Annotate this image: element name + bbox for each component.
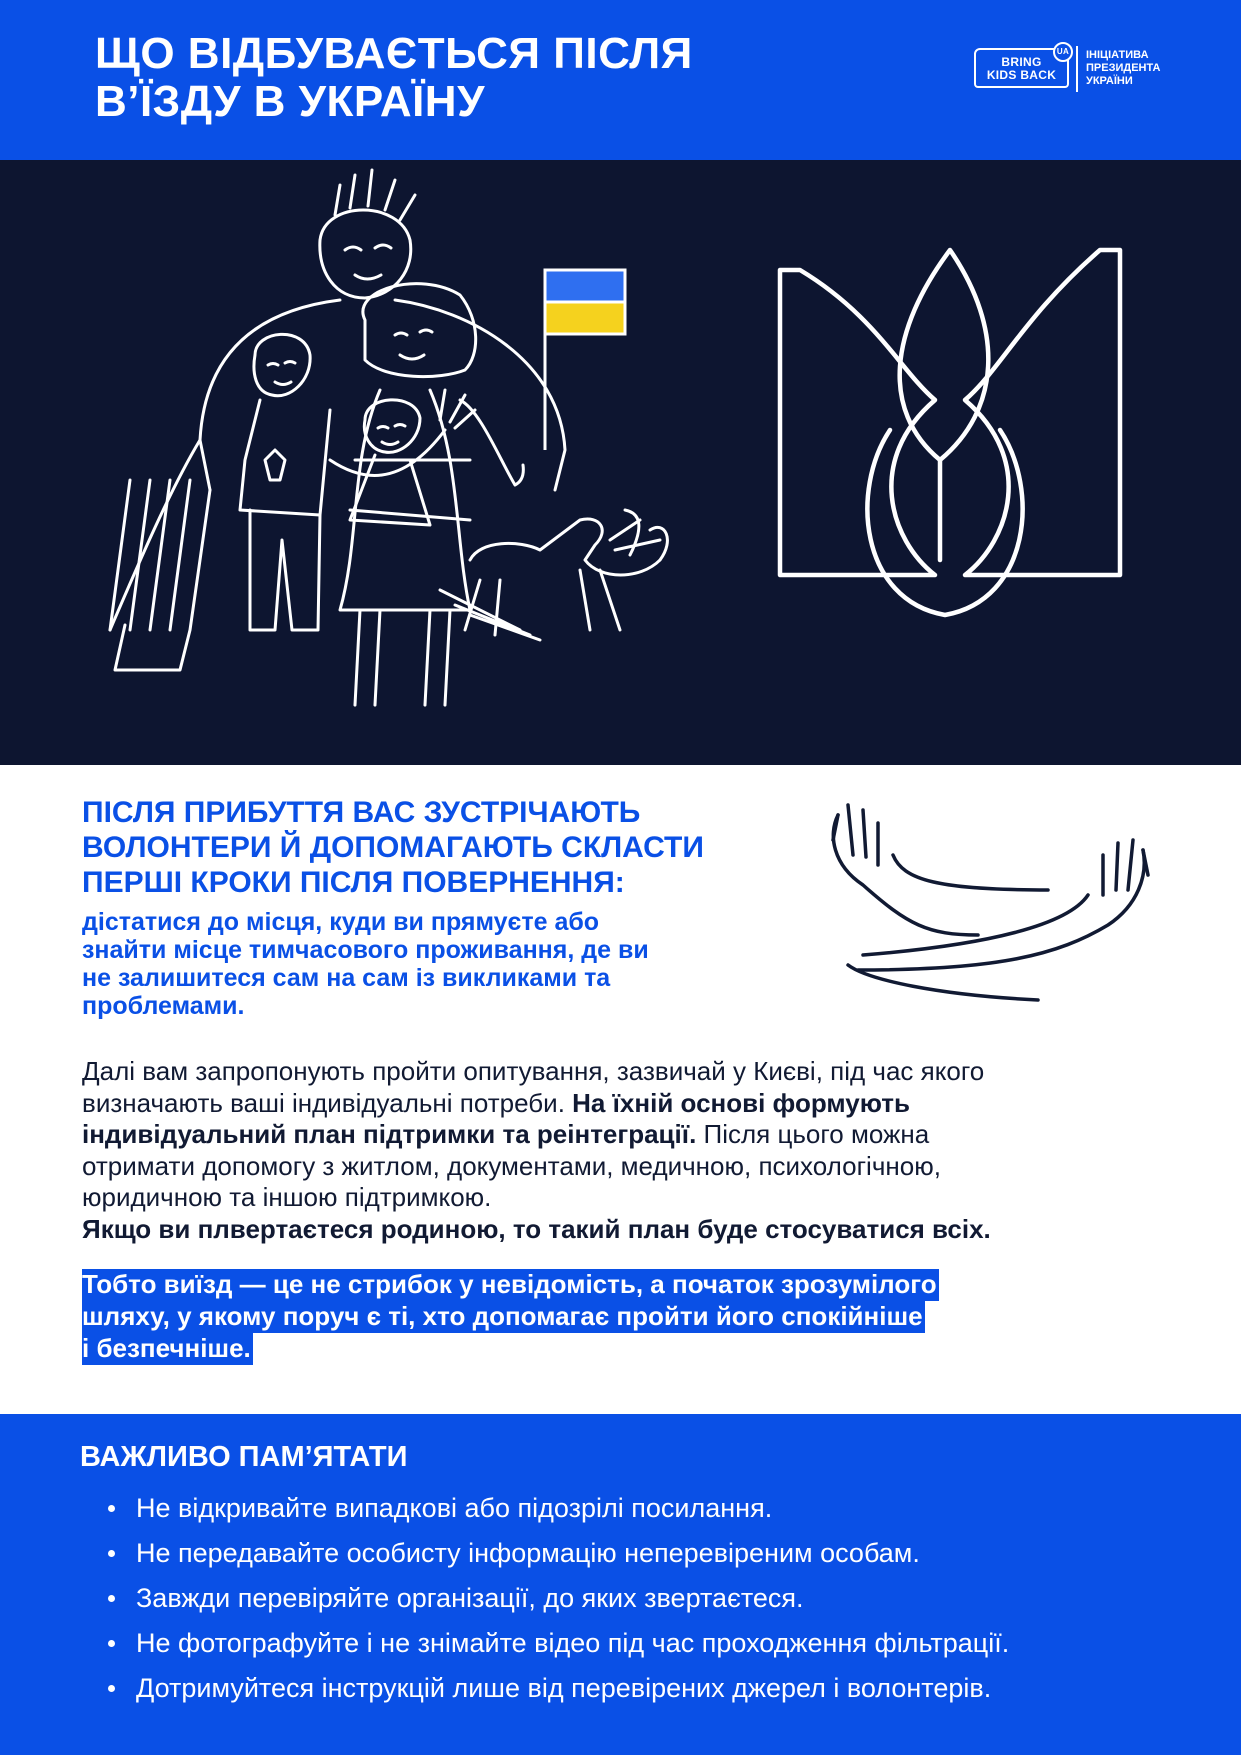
tip-item (108, 1486, 1228, 1531)
body-line-3-text: Після цього можна (696, 1119, 930, 1149)
trident-icon (780, 250, 1120, 615)
body-line-5: юридичною та іншою підтримкою. (82, 1182, 492, 1212)
body-line-1: Далі вам запропонують пройти опитування, зазвичай у Києві, під час якого (82, 1056, 985, 1086)
family-drawing (0, 160, 1241, 765)
lead-subheading (82, 908, 802, 1020)
highlight-line-3-text: і безпечніше. (82, 1333, 251, 1363)
tip-item (108, 1576, 1228, 1621)
footer-title: ВАЖЛИВО ПАМ’ЯТАТИ (80, 1441, 408, 1473)
highlighted-summary (82, 1268, 1122, 1364)
embracing-arms-icon (818, 795, 1173, 1015)
tip-text: Не відкривайте випадкові або підозрілі посилання. (136, 1493, 773, 1523)
lead-heading-line-1: ПІСЛЯ ПРИБУТТЯ ВАС ЗУСТРІЧАЮТЬ (82, 796, 641, 829)
highlight-line-1 (82, 1268, 1122, 1300)
body-line-6-bold: Якщо ви плвертаєтеся родиною, то такий план буде стосуватися всіх. (82, 1213, 991, 1244)
tip-text: Не фотографуйте і не знімайте відео під час проходження фільтрації. (136, 1628, 1010, 1658)
logo-text-line-3: УКРАЇНИ (1086, 75, 1133, 87)
header-banner (0, 0, 1241, 160)
bullet-icon (108, 1595, 115, 1602)
lead-heading-line-2: ВОЛОНТЕРИ Й ДОПОМАГАЮТЬ СКЛАСТИ (82, 831, 704, 864)
lead-sub-line-3: не залишитеся сам на сам із викликами та (82, 964, 611, 992)
logo-ua-badge: UA (1053, 42, 1073, 62)
highlight-line-2-text: шляху, у якому поруч є ті, хто допомагає пройти його спокійніше (82, 1301, 923, 1331)
tip-item (108, 1531, 1228, 1576)
logo-divider (1076, 46, 1078, 92)
tip-text: Завжди перевіряйте організації, до яких звертаєтеся. (136, 1583, 804, 1613)
bullet-icon (108, 1685, 115, 1692)
important-footer (0, 1414, 1241, 1755)
body-line-2 (82, 1088, 1182, 1120)
body-paragraph (82, 1056, 1182, 1245)
bring-kids-back-logo (974, 46, 1190, 94)
family-illustration (0, 160, 1241, 765)
highlight-line-1-text: Тобто виїзд — це не стрибок у невідомість, а початок зрозумілого (82, 1269, 937, 1299)
lead-heading-line-3: ПЕРШІ КРОКИ ПІСЛЯ ПОВЕРНЕННЯ: (82, 866, 625, 899)
page-title-line-2: В’ЇЗДУ В УКРАЇНУ (95, 77, 485, 126)
body-line-2-bold: На їхній основі формують (572, 1087, 910, 1118)
logo-text-line-2: ПРЕЗИДЕНТА (1086, 62, 1161, 74)
lead-sub-line-4: проблемами. (82, 992, 245, 1020)
page-title-line-1: ЩО ВІДБУВАЄТЬСЯ ПІСЛЯ (95, 29, 693, 78)
ukraine-flag-icon (545, 270, 625, 450)
body-line-4: отримати допомогу з житлом, документами, медичною, психологічною, (82, 1150, 941, 1181)
lead-sub-line-2: знайти місце тимчасового проживання, де ви (82, 936, 649, 964)
body-line-3-bold: індивідуальний план підтримки та реінтеграції. (82, 1119, 697, 1149)
tips-list (108, 1486, 1228, 1711)
bullet-icon (108, 1640, 115, 1647)
logo-mark-line-1: BRING (1001, 55, 1042, 69)
highlight-line-2 (82, 1300, 1122, 1332)
tip-item (108, 1666, 1228, 1711)
page-title (95, 30, 795, 126)
logo-mark (974, 48, 1069, 88)
highlight-line-3 (82, 1332, 1122, 1364)
body-line-6 (82, 1214, 1182, 1246)
tip-text: Дотримуйтеся інструкцій лише від перевірених джерел і волонтерів. (136, 1673, 992, 1703)
lead-sub-line-1: дістатися до місця, куди ви прямуєте або (82, 908, 600, 936)
tip-text: Не передавайте особисту інформацію неперевіреним особам. (136, 1538, 920, 1568)
logo-text (1086, 49, 1196, 88)
logo-text-line-1: ІНІЦІАТИВА (1086, 49, 1149, 61)
bullet-icon (108, 1505, 115, 1512)
logo-mark-line-2: KIDS BACK (986, 68, 1057, 82)
body-line-2-text: визначають ваші індивідуальні потреби. (82, 1087, 573, 1118)
family-figures-icon (110, 170, 667, 705)
tip-item (108, 1621, 1228, 1666)
bullet-icon (108, 1550, 115, 1557)
body-line-3 (82, 1119, 1182, 1151)
lead-heading (82, 795, 802, 900)
